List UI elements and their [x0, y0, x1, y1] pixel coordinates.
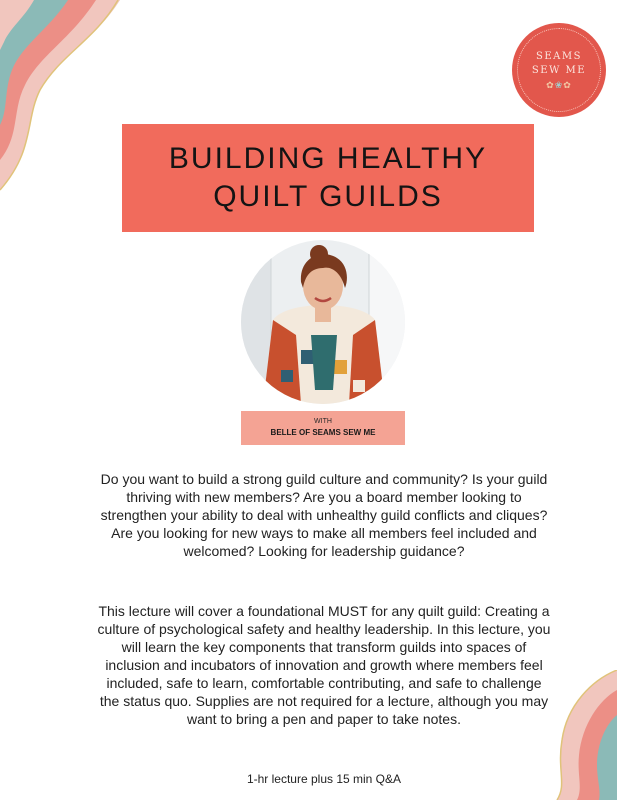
flowers-icon: ✿❀✿ — [546, 79, 572, 90]
with-label: WITH — [314, 418, 332, 425]
presenter-photo — [241, 240, 405, 404]
presenter-label — [241, 411, 405, 445]
wavy-stripes-decoration-bottom-right — [547, 670, 617, 800]
seams-sew-me-logo — [512, 23, 606, 117]
logo-text-line-1: SEAMS — [536, 50, 582, 62]
presenter-name: BELLE OF SEAMS SEW ME — [270, 428, 376, 437]
lecture-description-paragraph: This lecture will cover a foundational MUST for any quilt guild: Creating a culture of psychological safety and healthy leadership. In this lecture, you will learn the key components that transform guilds into spaces of inclusion and incubators of innovation and growth where members feel included, safe to learn, comfortable contributing, and safe to challenge the status quo. Supplies are not required for a lecture, although you may want to bring a pen and paper to take notes. — [97, 603, 551, 727]
title-banner — [122, 124, 534, 232]
duration-note: 1-hr lecture plus 15 min Q&A — [246, 772, 402, 786]
logo-text-line-2: SEW ME — [531, 64, 587, 76]
title-line-1: BUILDING HEALTHY — [168, 142, 488, 175]
intro-paragraph: Do you want to build a strong guild culture and community? Is your guild thriving with new members? Are you a board member looking to strengthen your ability to deal with unhealthy guild conflicts and cliques? Are you looking for new ways to make all members feel included and welcomed? Looking for leadership guidance? — [100, 471, 548, 559]
title-line-2: QUILT GUILDS — [213, 180, 443, 213]
wavy-stripes-decoration-top-left — [0, 0, 120, 200]
